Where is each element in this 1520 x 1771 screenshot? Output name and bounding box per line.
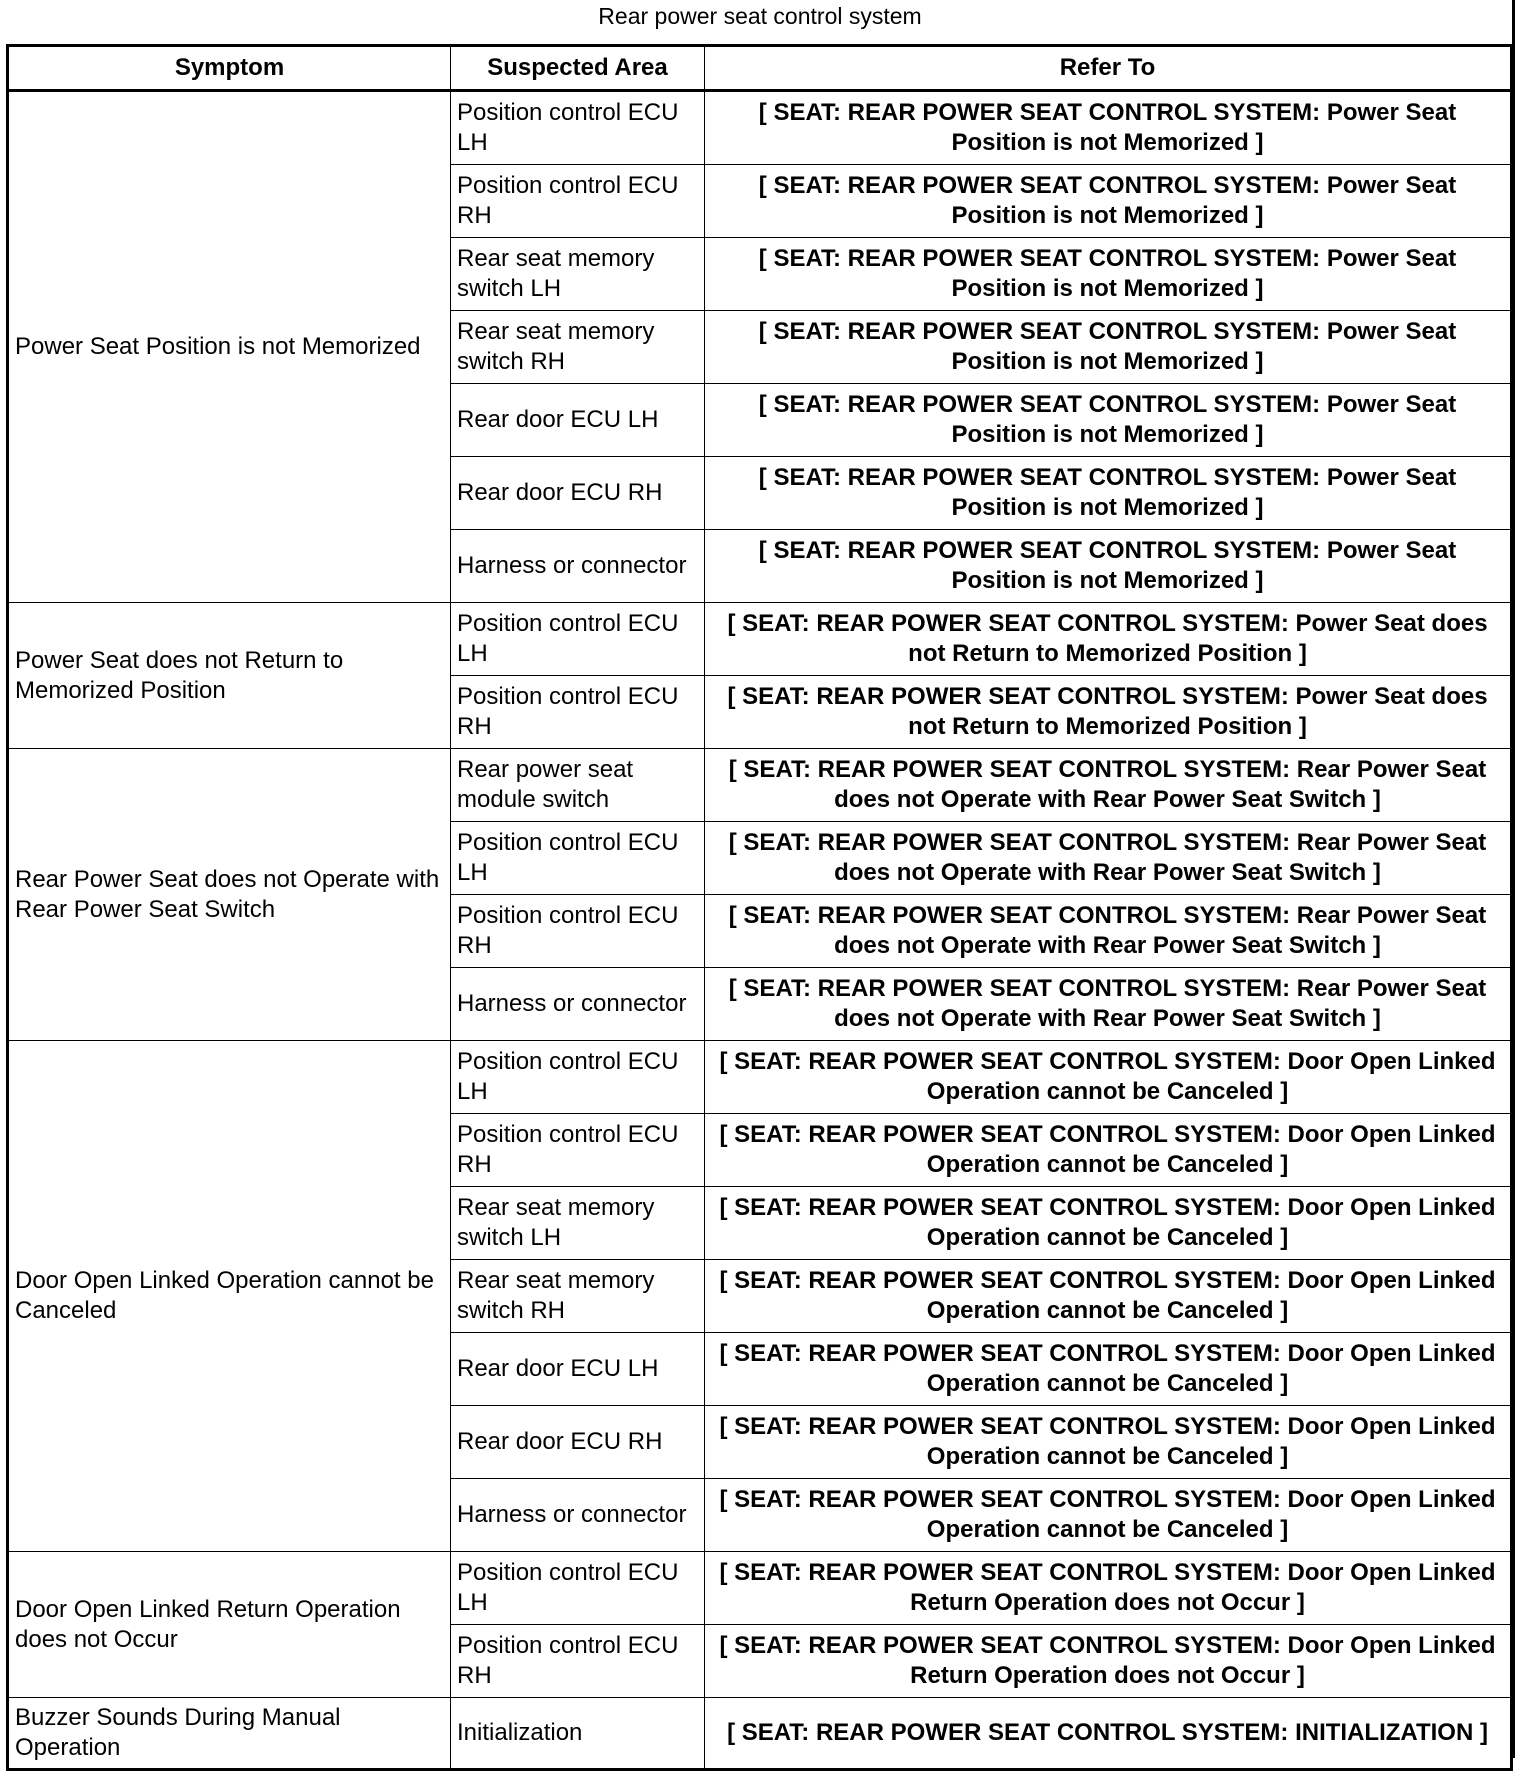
symptom-cell: Rear Power Seat does not Operate with Rear Power Seat Switch — [8, 749, 451, 1041]
header-symptom: Symptom — [8, 46, 451, 91]
refer-to-link[interactable]: [ SEAT: REAR POWER SEAT CONTROL SYSTEM: Door Open Linked Return Operation does not Occur ] — [705, 1552, 1512, 1625]
suspected-area-cell: Initialization — [451, 1698, 705, 1770]
table-caption: Rear power seat control system — [598, 3, 922, 29]
refer-to-link[interactable]: [ SEAT: REAR POWER SEAT CONTROL SYSTEM: Power Seat does not Return to Memorized Position ] — [705, 603, 1512, 676]
suspected-area-cell: Position control ECU LH — [451, 822, 705, 895]
suspected-area-cell: Harness or connector — [451, 1479, 705, 1552]
suspected-area-cell: Position control ECU RH — [451, 895, 705, 968]
symptom-cell: Power Seat Position is not Memorized — [8, 91, 451, 603]
header-row — [8, 46, 1512, 91]
refer-to-link[interactable]: [ SEAT: REAR POWER SEAT CONTROL SYSTEM: Power Seat Position is not Memorized ] — [705, 457, 1512, 530]
suspected-area-cell: Position control ECU RH — [451, 1114, 705, 1187]
symptom-cell: Door Open Linked Return Operation does not Occur — [8, 1552, 451, 1698]
refer-to-link[interactable]: [ SEAT: REAR POWER SEAT CONTROL SYSTEM: Door Open Linked Return Operation does not Occur ] — [705, 1625, 1512, 1698]
symptom-cell: Power Seat does not Return to Memorized Position — [8, 603, 451, 749]
table-row — [8, 749, 1512, 822]
refer-to-link[interactable]: [ SEAT: REAR POWER SEAT CONTROL SYSTEM: Rear Power Seat does not Operate with Rear Power Seat Switch ] — [705, 895, 1512, 968]
suspected-area-cell: Harness or connector — [451, 530, 705, 603]
refer-to-link[interactable]: [ SEAT: REAR POWER SEAT CONTROL SYSTEM: Door Open Linked Operation cannot be Canceled ] — [705, 1479, 1512, 1552]
suspected-area-cell: Rear door ECU RH — [451, 1406, 705, 1479]
table-row — [8, 1552, 1512, 1625]
suspected-area-cell: Position control ECU LH — [451, 1552, 705, 1625]
suspected-area-cell: Rear door ECU LH — [451, 1333, 705, 1406]
suspected-area-cell: Rear door ECU LH — [451, 384, 705, 457]
suspected-area-cell: Position control ECU RH — [451, 1625, 705, 1698]
refer-to-link[interactable]: [ SEAT: REAR POWER SEAT CONTROL SYSTEM: Rear Power Seat does not Operate with Rear Power Seat Switch ] — [705, 822, 1512, 895]
refer-to-link[interactable]: [ SEAT: REAR POWER SEAT CONTROL SYSTEM: Rear Power Seat does not Operate with Rear Power Seat Switch ] — [705, 749, 1512, 822]
refer-to-link[interactable]: [ SEAT: REAR POWER SEAT CONTROL SYSTEM: Rear Power Seat does not Operate with Rear Power Seat Switch ] — [705, 968, 1512, 1041]
refer-to-link[interactable]: [ SEAT: REAR POWER SEAT CONTROL SYSTEM: Door Open Linked Operation cannot be Canceled ] — [705, 1406, 1512, 1479]
refer-to-link[interactable]: [ SEAT: REAR POWER SEAT CONTROL SYSTEM: INITIALIZATION ] — [705, 1698, 1512, 1770]
refer-to-link[interactable]: [ SEAT: REAR POWER SEAT CONTROL SYSTEM: Door Open Linked Operation cannot be Canceled ] — [705, 1187, 1512, 1260]
refer-to-link[interactable]: [ SEAT: REAR POWER SEAT CONTROL SYSTEM: Power Seat Position is not Memorized ] — [705, 91, 1512, 165]
refer-to-link[interactable]: [ SEAT: REAR POWER SEAT CONTROL SYSTEM: Power Seat Position is not Memorized ] — [705, 311, 1512, 384]
symptom-cell: Buzzer Sounds During Manual Operation — [8, 1698, 451, 1770]
refer-to-link[interactable]: [ SEAT: REAR POWER SEAT CONTROL SYSTEM: Power Seat Position is not Memorized ] — [705, 165, 1512, 238]
refer-to-link[interactable]: [ SEAT: REAR POWER SEAT CONTROL SYSTEM: Door Open Linked Operation cannot be Canceled ] — [705, 1260, 1512, 1333]
suspected-area-cell: Rear power seat module switch — [451, 749, 705, 822]
table-row — [8, 603, 1512, 676]
table-row — [8, 1041, 1512, 1114]
header-suspected-area: Suspected Area — [451, 46, 705, 91]
refer-to-link[interactable]: [ SEAT: REAR POWER SEAT CONTROL SYSTEM: Door Open Linked Operation cannot be Canceled ] — [705, 1041, 1512, 1114]
table-row — [8, 1698, 1512, 1770]
suspected-area-cell: Position control ECU LH — [451, 1041, 705, 1114]
refer-to-link[interactable]: [ SEAT: REAR POWER SEAT CONTROL SYSTEM: Power Seat Position is not Memorized ] — [705, 238, 1512, 311]
suspected-area-cell: Position control ECU LH — [451, 603, 705, 676]
suspected-area-cell: Rear seat memory switch RH — [451, 1260, 705, 1333]
refer-to-link[interactable]: [ SEAT: REAR POWER SEAT CONTROL SYSTEM: Power Seat does not Return to Memorized Position ] — [705, 676, 1512, 749]
refer-to-link[interactable]: [ SEAT: REAR POWER SEAT CONTROL SYSTEM: Door Open Linked Operation cannot be Canceled ] — [705, 1333, 1512, 1406]
header-refer-to: Refer To — [705, 46, 1512, 91]
symptom-cell: Door Open Linked Operation cannot be Canceled — [8, 1041, 451, 1552]
table-body — [8, 91, 1512, 1770]
refer-to-link[interactable]: [ SEAT: REAR POWER SEAT CONTROL SYSTEM: Power Seat Position is not Memorized ] — [705, 530, 1512, 603]
suspected-area-cell: Position control ECU RH — [451, 165, 705, 238]
refer-to-link[interactable]: [ SEAT: REAR POWER SEAT CONTROL SYSTEM: Door Open Linked Operation cannot be Canceled ] — [705, 1114, 1512, 1187]
suspected-area-cell: Position control ECU LH — [451, 91, 705, 165]
table-row — [8, 91, 1512, 165]
suspected-area-cell: Harness or connector — [451, 968, 705, 1041]
suspected-area-cell: Rear seat memory switch LH — [451, 238, 705, 311]
suspected-area-cell: Rear seat memory switch LH — [451, 1187, 705, 1260]
trouble-table — [6, 44, 1513, 1771]
suspected-area-cell: Rear door ECU RH — [451, 457, 705, 530]
refer-to-link[interactable]: [ SEAT: REAR POWER SEAT CONTROL SYSTEM: Power Seat Position is not Memorized ] — [705, 384, 1512, 457]
suspected-area-cell: Rear seat memory switch RH — [451, 311, 705, 384]
suspected-area-cell: Position control ECU RH — [451, 676, 705, 749]
